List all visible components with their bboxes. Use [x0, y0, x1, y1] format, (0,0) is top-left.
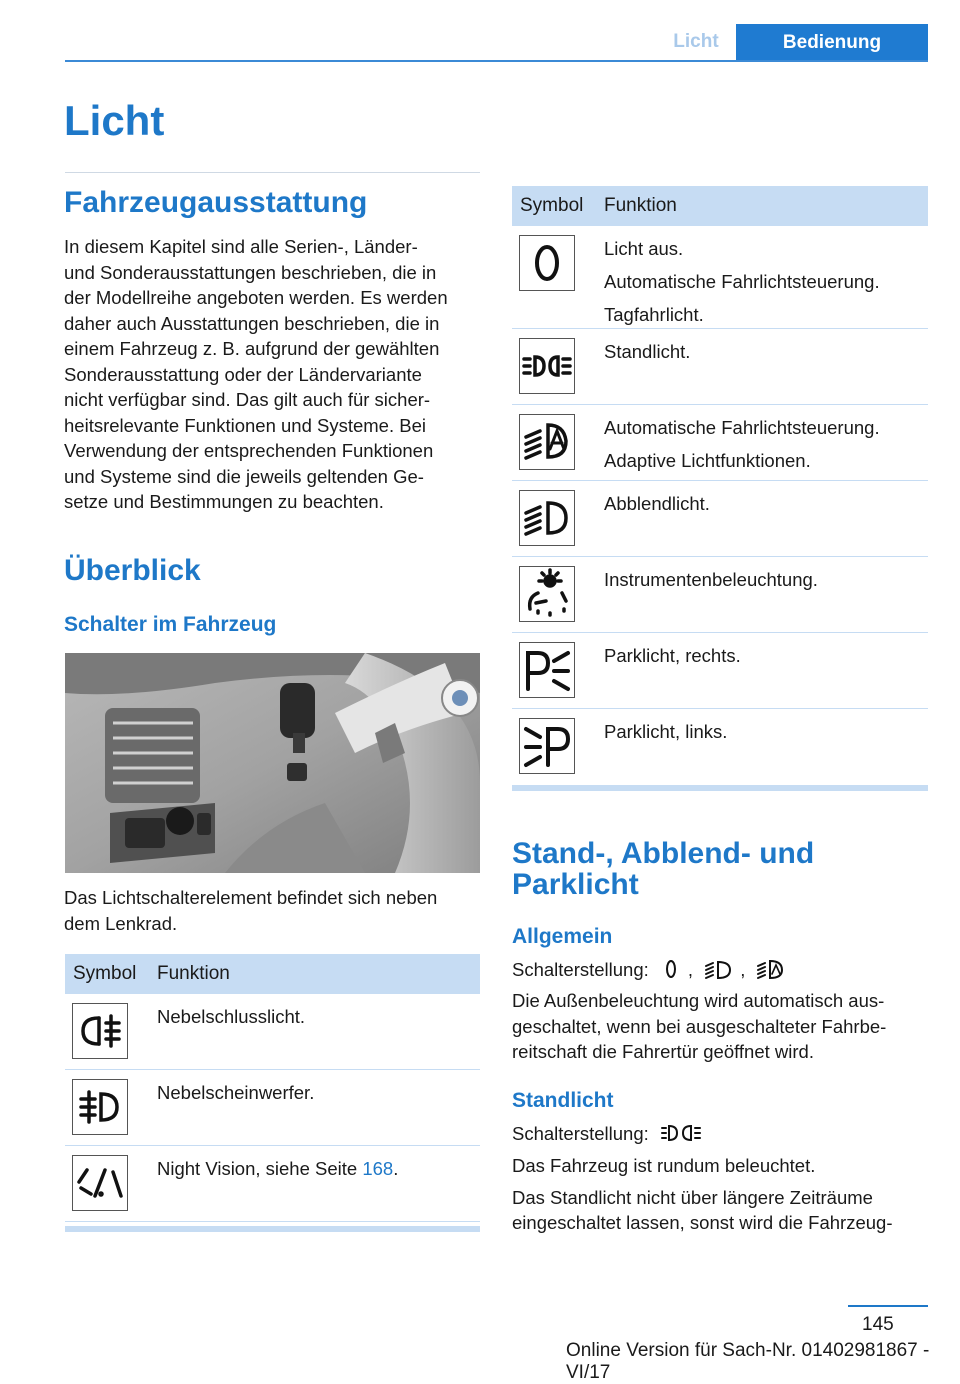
table-row [512, 557, 928, 633]
parking-lights-icon [660, 1122, 704, 1144]
instrument-lighting-icon [519, 566, 575, 622]
night-vision-icon [72, 1155, 128, 1211]
standlicht-paragraph: Das Fahrzeug ist rundum beleuchtet. Das Standlicht nicht über längere Zeiträume eingeschaltet lassen, sonst wird die Fahrzeug- [512, 1155, 893, 1233]
table-end-bar [512, 785, 928, 791]
table-row [512, 329, 928, 405]
lights-off-icon [660, 958, 682, 980]
general-paragraph: Die Außenbeleuchtung wird automatisch aus- geschaltet, wenn bei ausgeschalteter Fahrbe- reitschaft die Fahrertür geöffnet wird. [512, 990, 887, 1062]
front-fog-light-icon [72, 1079, 128, 1135]
table-end-bar [65, 1226, 480, 1232]
table-row [512, 481, 928, 557]
table-row [65, 1146, 480, 1222]
table-row [512, 709, 928, 785]
parking-lights-icon [519, 338, 575, 394]
function-cell: Parklicht, rechts. [604, 645, 741, 666]
lights-off-icon [519, 235, 575, 291]
col-function-header: Funktion [157, 963, 230, 984]
low-beam-icon [519, 490, 575, 546]
col-symbol-header: Symbol [520, 195, 584, 216]
page-title: Licht [64, 97, 165, 144]
table-row [512, 405, 928, 481]
heading-stand-abblend-parklicht: Stand-, Abblend- und Parklicht [512, 837, 815, 901]
function-cell: Standlicht. [604, 341, 691, 362]
table-header [65, 954, 480, 994]
light-switch-photo [65, 653, 480, 873]
right-symbol-table [512, 186, 928, 791]
heading-schalter-im-fahrzeug: Schalter im Fahrzeug [64, 613, 277, 636]
page-number: 145 [862, 1314, 894, 1335]
function-cell: Nebelschlusslicht. [157, 1006, 306, 1027]
function-cell: Instrumentenbeleuchtung. [604, 569, 818, 590]
header-tab-licht[interactable]: Licht [673, 31, 719, 52]
parking-light-right-icon [519, 642, 575, 698]
parking-light-left-icon [519, 718, 575, 774]
title-rule [65, 172, 480, 173]
function-cell: Abblendlicht. [604, 493, 710, 514]
function-cell: Parklicht, links. [604, 721, 728, 742]
low-beam-icon [704, 958, 734, 980]
heading-ueberblick: Überblick [64, 554, 201, 587]
heading-standlicht: Standlicht [512, 1089, 614, 1112]
photo-caption: Das Lichtschalterelement befindet sich neben dem Lenkrad. [64, 887, 438, 934]
table-row [512, 226, 928, 329]
col-symbol-header: Symbol [73, 963, 137, 984]
col-function-header: Funktion [604, 195, 677, 216]
equipment-paragraph: In diesem Kapitel sind alle Serien-, Länder- und Sonderausstattungen beschrieben, die in der Modellreihe angeboten werden. Es werden daher auch Ausstattungen beschrieben, die in einem Fahrzeug z. B. aufgrund der gewählten Sonderausstattung oder der Ländervariante nicht verfügbar sind. Das gilt auch für sicher- heitsrelevante Funktionen und Systeme. Bei Verwendung der entsprechenden Funktionen und Systeme sind die jeweils geltenden Ge- setze und Bestimmungen zu beachten. [64, 236, 448, 512]
left-symbol-table [65, 954, 480, 1232]
table-row [512, 633, 928, 709]
online-version-note: Online Version für Sach-Nr. 01402981867 - VI/17 [566, 1340, 930, 1383]
auto-light-icon [519, 414, 575, 470]
table-row [65, 1070, 480, 1146]
auto-light-icon [756, 958, 786, 980]
rear-fog-light-icon [72, 1003, 128, 1059]
function-cell: Night Vision, siehe Seite 168. [157, 1158, 399, 1179]
header-tab-bedienung[interactable]: Bedienung [736, 24, 928, 62]
function-cell: Licht aus. Automatische Fahrlichtsteuerung. Tagfahrlicht. [604, 238, 880, 325]
footer-rule [848, 1305, 928, 1307]
function-cell: Nebelscheinwerfer. [157, 1082, 315, 1103]
heading-allgemein: Allgemein [512, 925, 613, 948]
table-header [512, 186, 928, 226]
switch-position-line: Schalterstellung: , , [512, 957, 792, 983]
table-row [65, 994, 480, 1070]
page-link-168[interactable]: 168 [362, 1158, 394, 1179]
standlicht-switch-line: Schalterstellung: [512, 1121, 710, 1147]
function-cell: Automatische Fahrlichtsteuerung. Adaptive Lichtfunktionen. [604, 417, 880, 471]
header-rule [65, 60, 928, 62]
heading-fahrzeugausstattung: Fahrzeugausstattung [64, 186, 368, 219]
